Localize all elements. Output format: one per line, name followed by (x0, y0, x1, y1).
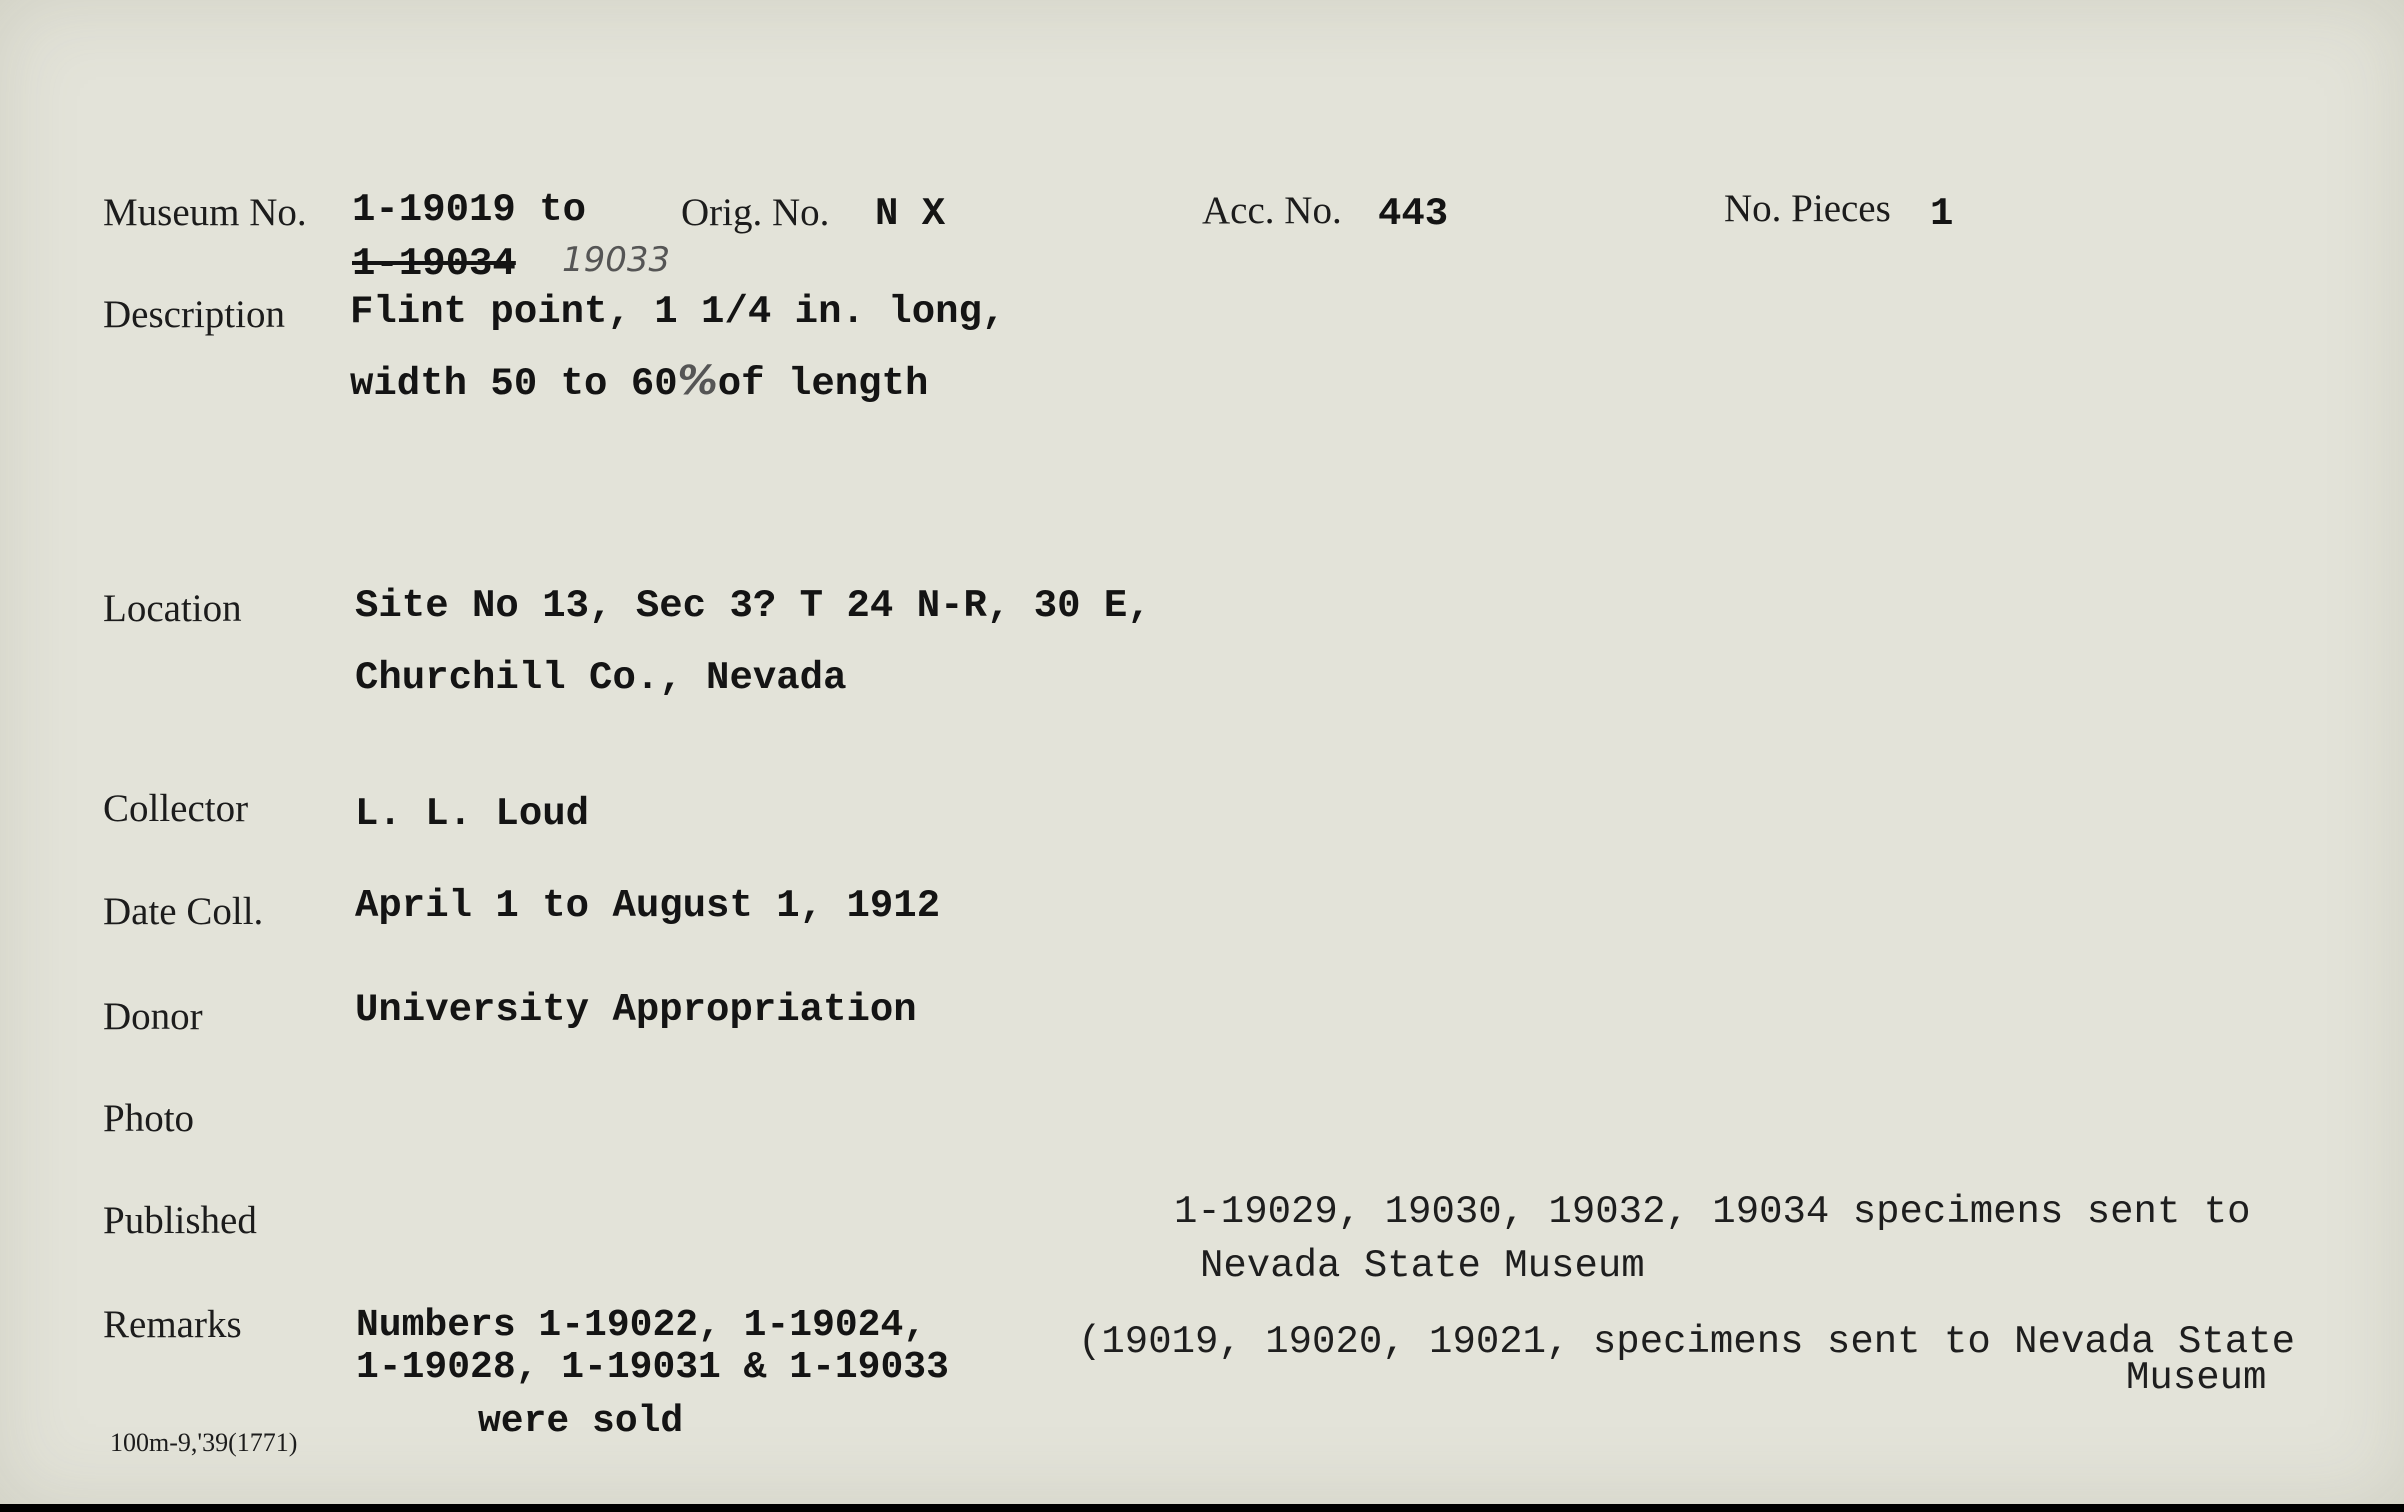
no-pieces-label: No. Pieces (1724, 187, 1891, 230)
acc-no-value: 443 (1378, 192, 1449, 236)
donor-label: Donor (103, 995, 203, 1038)
published-note-line1: 1-19029, 19030, 19032, 19034 specimens sent to (1174, 1190, 2251, 1234)
description-line2b: of length (717, 362, 929, 406)
museum-no-value-line1: 1-19019 to (352, 188, 587, 232)
remarks-line3: were sold (478, 1400, 684, 1443)
description-line2a: width 50 to 60 (350, 362, 678, 406)
published-label: Published (103, 1199, 257, 1242)
location-label: Location (103, 587, 242, 630)
collector-value: L. L. Loud (355, 792, 590, 836)
remarks-note-line1: (19019, 19020, 19021, specimens sent to Nevada State (1078, 1320, 2295, 1364)
collector-label: Collector (103, 787, 249, 830)
remarks-note-line2: Museum (2126, 1356, 2267, 1400)
date-coll-label: Date Coll. (103, 890, 264, 933)
published-note-line2: Nevada State Museum (1200, 1244, 1645, 1288)
description-label: Description (103, 293, 285, 336)
no-pieces-value: 1 (1930, 192, 1954, 236)
remarks-line2: 1-19028, 1-19031 & 1-19033 (356, 1346, 949, 1389)
donor-value: University Appropriation (355, 988, 917, 1032)
date-coll-value: April 1 to August 1, 1912 (355, 884, 941, 928)
remarks-line1: Numbers 1-19022, 1-19024, (356, 1304, 927, 1347)
museum-no-label: Museum No. (103, 191, 307, 234)
orig-no-label: Orig. No. (681, 191, 830, 234)
acc-no-label: Acc. No. (1202, 189, 1342, 232)
description-line2 (350, 358, 928, 406)
photo-label: Photo (103, 1097, 195, 1140)
description-handwritten-percent: % (677, 358, 718, 404)
museum-no-handwritten-correction: 19033 (562, 240, 671, 280)
location-line1: Site No 13, Sec 3? T 24 N-R, 30 E, (355, 584, 1151, 628)
form-code: 100m-9,'39(1771) (110, 1428, 298, 1457)
remarks-label: Remarks (103, 1303, 242, 1346)
description-line1: Flint point, 1 1/4 in. long, (350, 290, 1006, 334)
orig-no-value: N X (875, 192, 946, 236)
location-line2: Churchill Co., Nevada (355, 656, 847, 700)
museum-no-value-line2-struck: 1-19034 (352, 242, 516, 286)
